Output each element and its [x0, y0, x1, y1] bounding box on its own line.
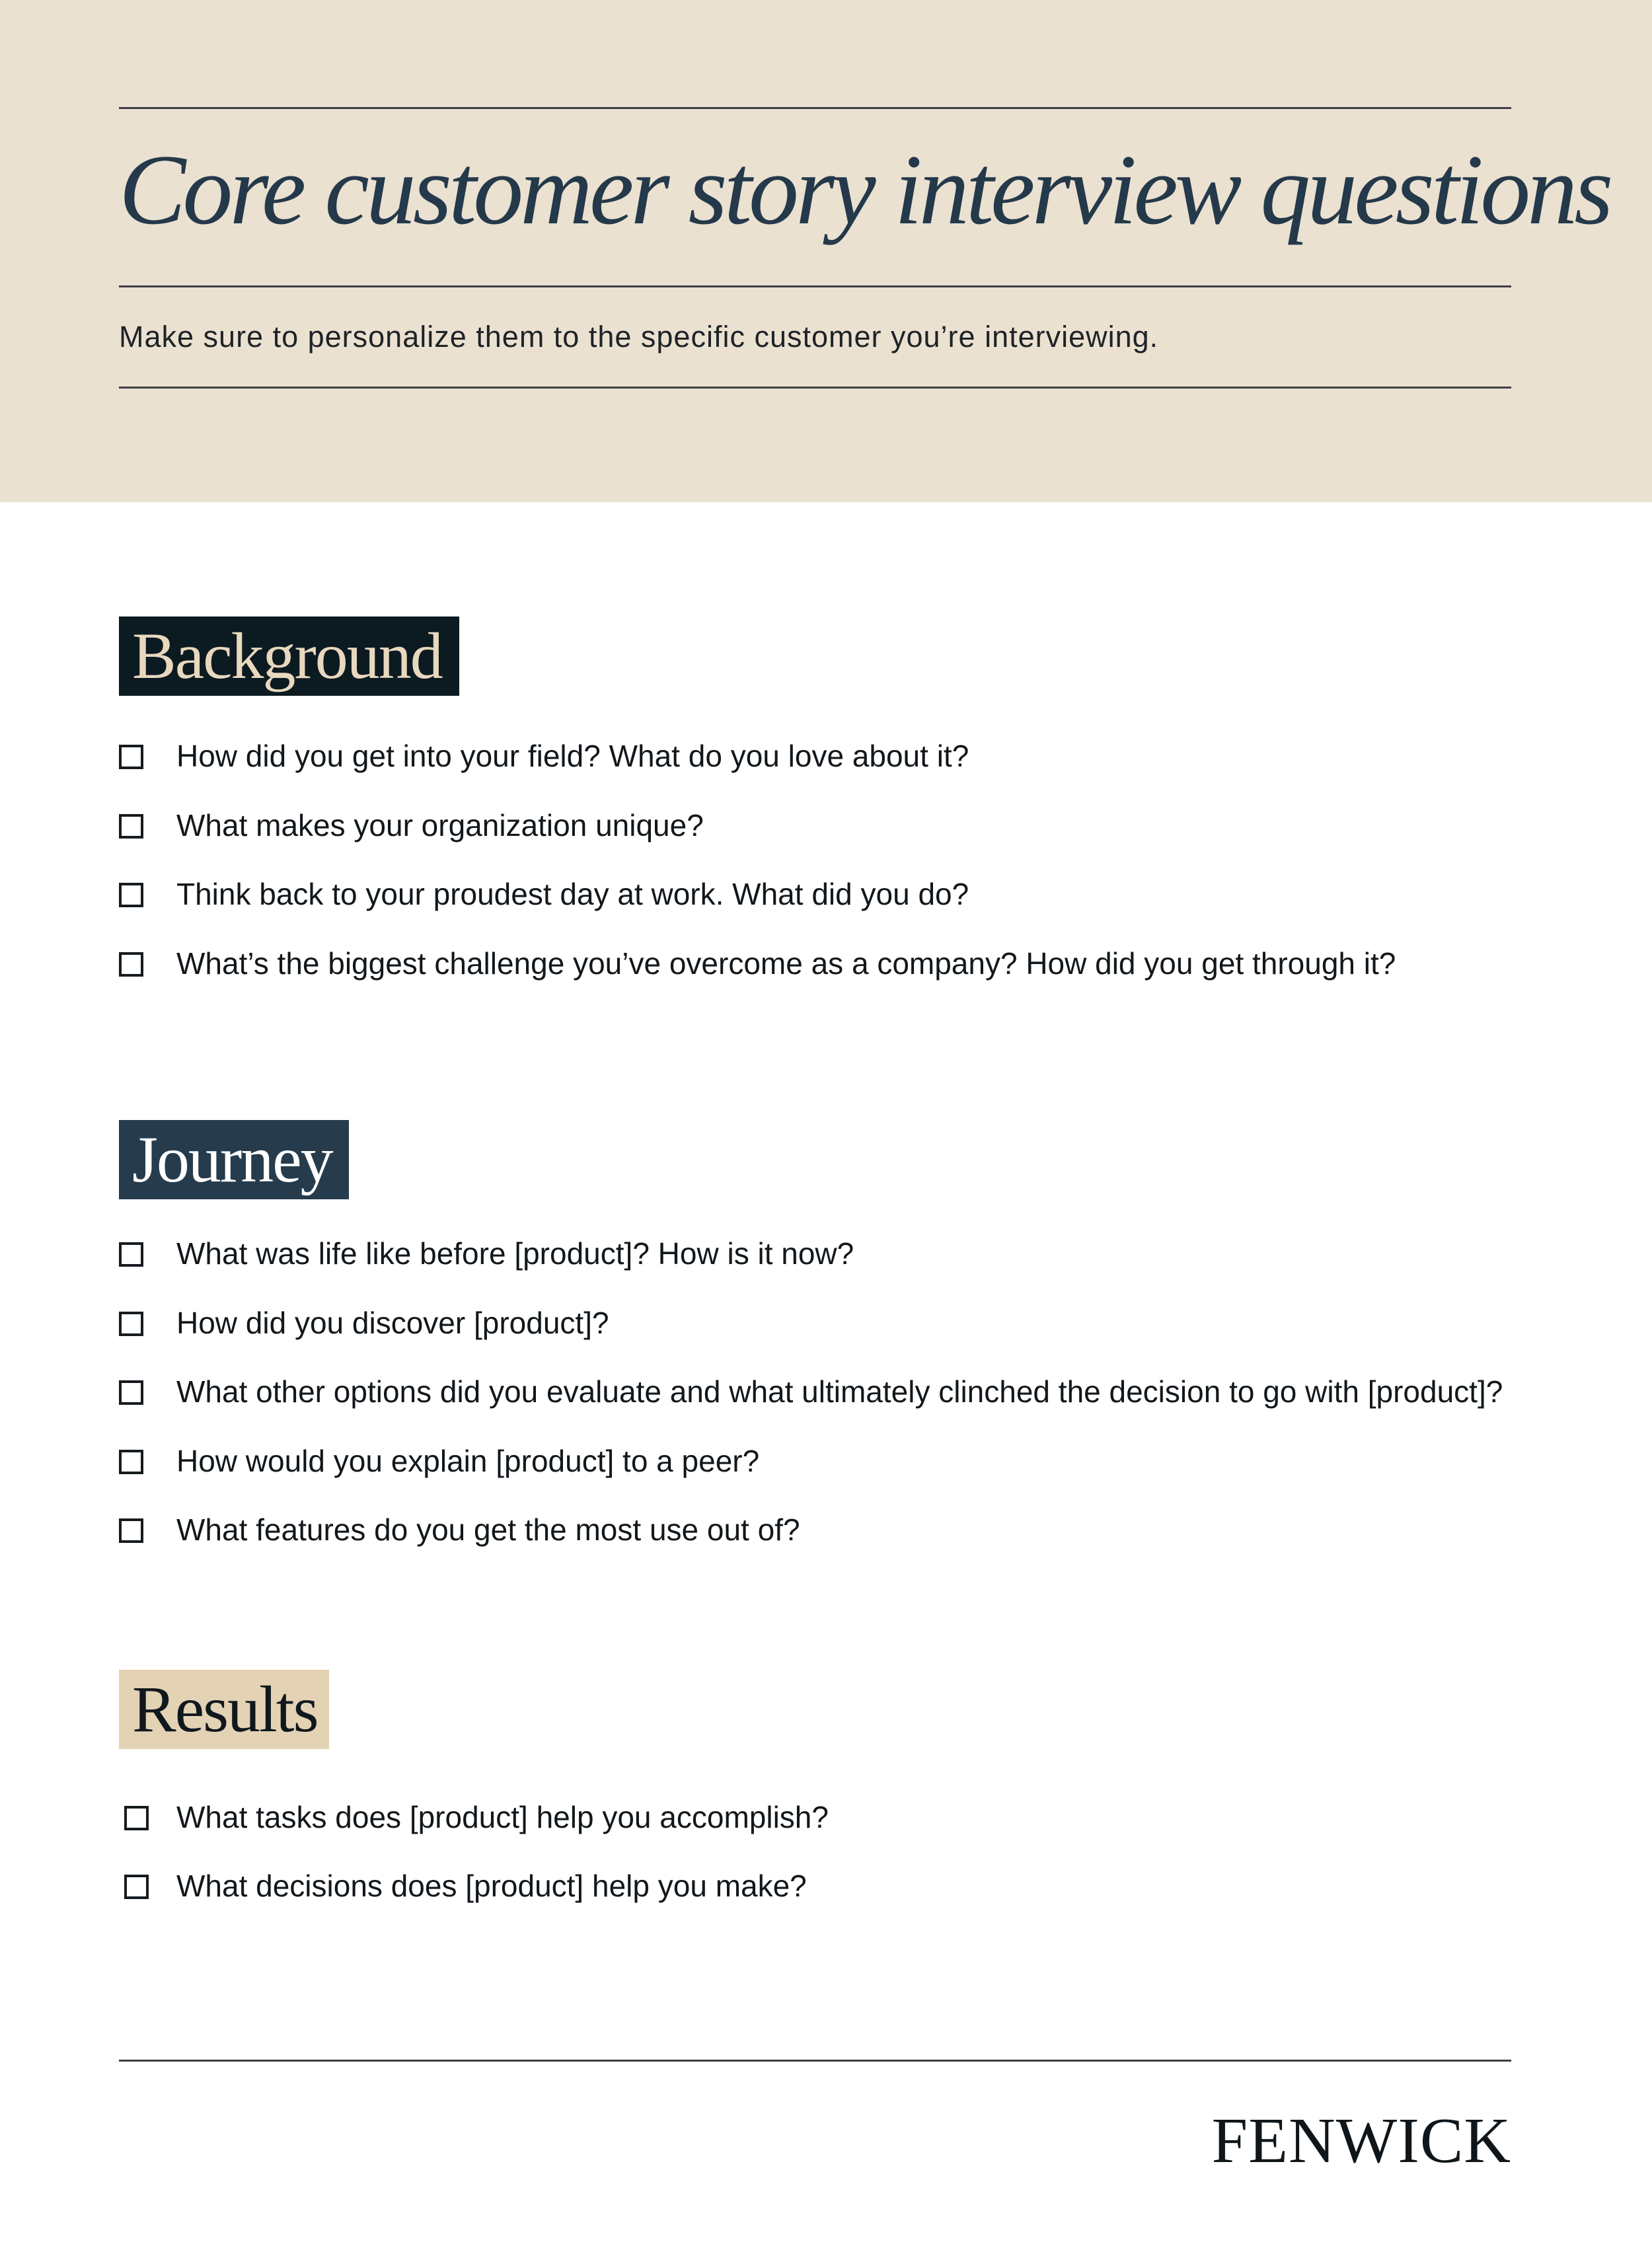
checkbox[interactable] [119, 1242, 143, 1267]
subtitle-divider [119, 387, 1511, 389]
header-top-divider [119, 107, 1511, 109]
question-text: What decisions does [product] help you make? [176, 1869, 807, 1903]
checkbox[interactable] [119, 883, 143, 907]
title-divider [119, 285, 1511, 287]
header-band [0, 0, 1652, 502]
checkbox[interactable] [119, 1380, 143, 1405]
question-text: What’s the biggest challenge you’ve overcome as a company? How did you get through it? [176, 946, 1396, 981]
question-text: What makes your organization unique? [176, 807, 704, 842]
checkbox[interactable] [119, 814, 143, 839]
page-subtitle: Make sure to personalize them to the specific customer you’re interviewing. [119, 320, 1159, 354]
question-text: What other options did you evaluate and what ultimately clinched the decision to go with [product]? [176, 1374, 1503, 1409]
question-text: What was life like before [product]? How is it now? [176, 1236, 854, 1271]
section-heading-background: Background [119, 617, 459, 696]
question-text: How would you explain [product] to a peer? [176, 1443, 760, 1478]
footer-divider [119, 2060, 1511, 2062]
checkbox[interactable] [119, 1312, 143, 1336]
question-text: Think back to your proudest day at work. What did you do? [176, 877, 969, 911]
checkbox[interactable] [124, 1806, 149, 1830]
question-text: How did you discover [product]? [176, 1305, 609, 1340]
brand-logo: FENWICK [1211, 2105, 1511, 2177]
checkbox[interactable] [119, 1450, 143, 1474]
checkbox[interactable] [119, 952, 143, 977]
checkbox[interactable] [119, 745, 143, 769]
checkbox[interactable] [119, 1518, 143, 1543]
checkbox[interactable] [124, 1875, 149, 1899]
question-text: What tasks does [product] help you accomplish? [176, 1800, 829, 1834]
question-text: What features do you get the most use out of? [176, 1513, 800, 1547]
section-heading-results: Results [119, 1670, 329, 1749]
section-heading-journey: Journey [119, 1120, 349, 1199]
question-text: How did you get into your field? What do you love about it? [176, 739, 969, 773]
page-title: Core customer story interview questions [119, 134, 1610, 245]
